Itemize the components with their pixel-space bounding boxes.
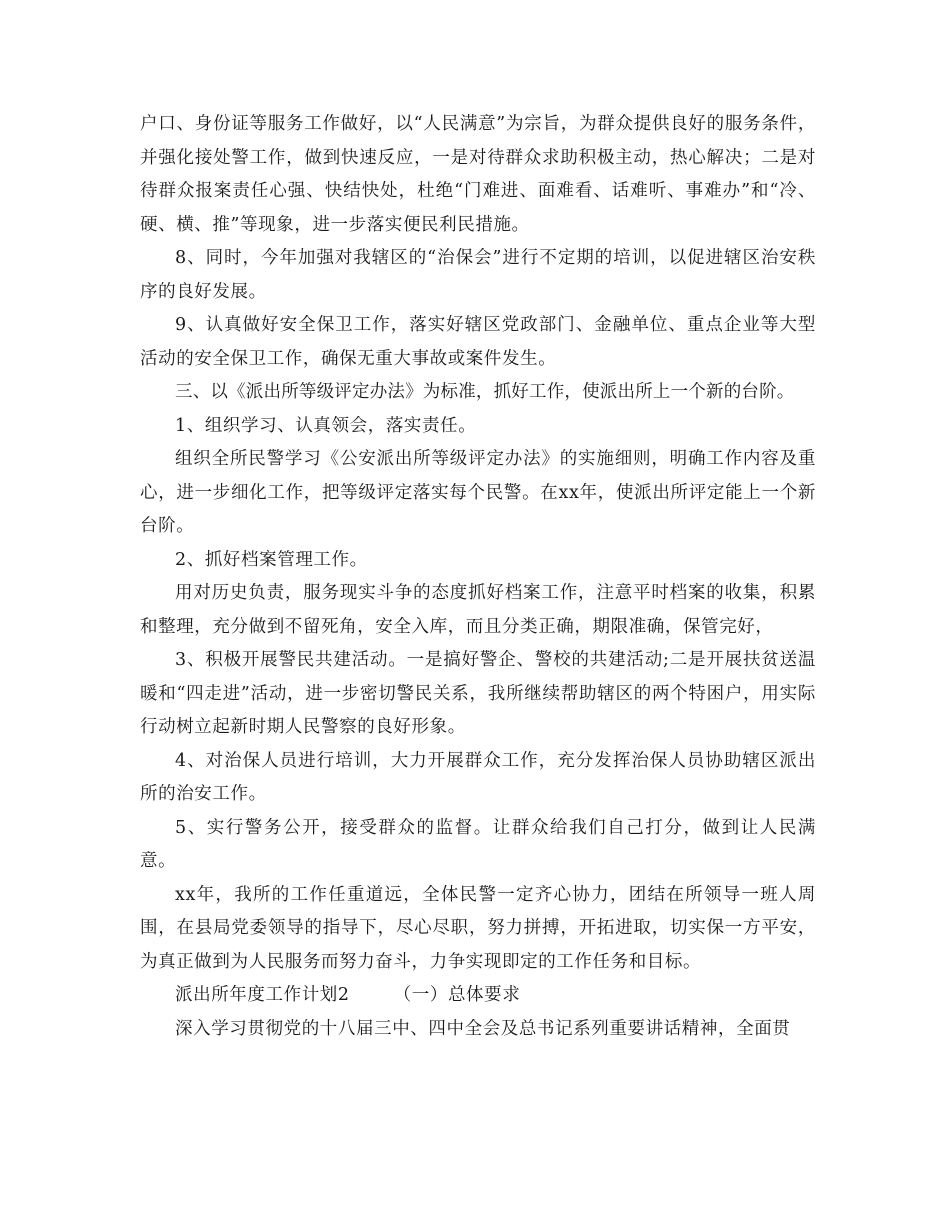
paragraph-final: 深入学习贯彻党的十八届三中、四中全会及总书记系列重要讲话精神，全面贯 [175, 1018, 791, 1039]
heading-title: 派出所年度工作计划2 [175, 985, 350, 1005]
paragraph-2: 8、同时，今年加强对我辖区的“治保会”进行不定期的培训，以促进辖区治安秩序的良好发展。 [140, 248, 816, 302]
paragraph-1: 户口、身份证等服务工作做好，以“人民满意”为宗旨，为群众提供良好的服务条件，并强化接处警工作，做到快速反应，一是对待群众求助积极主动，热心解决；二是对待群众报案责任心强、快结快处，杜绝“门难进、面难看、话难听、事难办”和“冷、硬、横、推”等现象，进一步落实便民利民措施。 [140, 114, 816, 235]
paragraph-11: 5、实行警务公开，接受群众的监督。让群众给我们自己打分，做到让人民满意。 [140, 817, 816, 871]
section-heading [140, 979, 816, 1013]
paragraph-9: 3、积极开展警民共建活动。一是搞好警企、警校的共建活动;二是开展扶贫送温暖和“四走进”活动，进一步密切警民关系，我所继续帮助辖区的两个特困户，用实际行动树立起新时期人民警察的良好形象。 [140, 650, 816, 737]
paragraph-12: xx年，我所的工作任重道远，全体民警一定齐心协力，团结在所领导一班人周围，在县局党委领导的指导下，尽心尽职，努力拼搏，开拓进取，切实保一方平安，为真正做到为人民服务而努力奋斗，力争实现即定的工作任务和目标。 [140, 884, 816, 972]
heading-subtitle: （一）总体要求 [393, 985, 521, 1005]
paragraph-5: 1、组织学习、认真领会，落实责任。 [175, 415, 477, 436]
document-page [140, 108, 816, 1046]
paragraph-3: 9、认真做好安全保卫工作，落实好辖区党政部门、金融单位、重点企业等大型活动的安全保卫工作，确保无重大事故或案件发生。 [140, 315, 816, 369]
paragraph-4: 三、以《派出所等级评定办法》为标准，抓好工作，使派出所上一个新的台阶。 [175, 382, 795, 402]
paragraph-6: 组织全所民警学习《公安派出所等级评定办法》的实施细则，明确工作内容及重心，进一步细化工作，把等级评定落实每个民警。在xx年，使派出所评定能上一个新台阶。 [140, 449, 816, 536]
paragraph-10: 4、对治保人员进行培训，大力开展群众工作，充分发挥治保人员协助辖区派出所的治安工作。 [140, 750, 816, 804]
paragraph-7: 2、抓好档案管理工作。 [175, 549, 368, 570]
paragraph-8: 用对历史负责，服务现实斗争的态度抓好档案工作，注意平时档案的收集，积累和整理，充分做到不留死角，安全入库，而且分类正确，期限准确，保管完好， [140, 583, 816, 637]
